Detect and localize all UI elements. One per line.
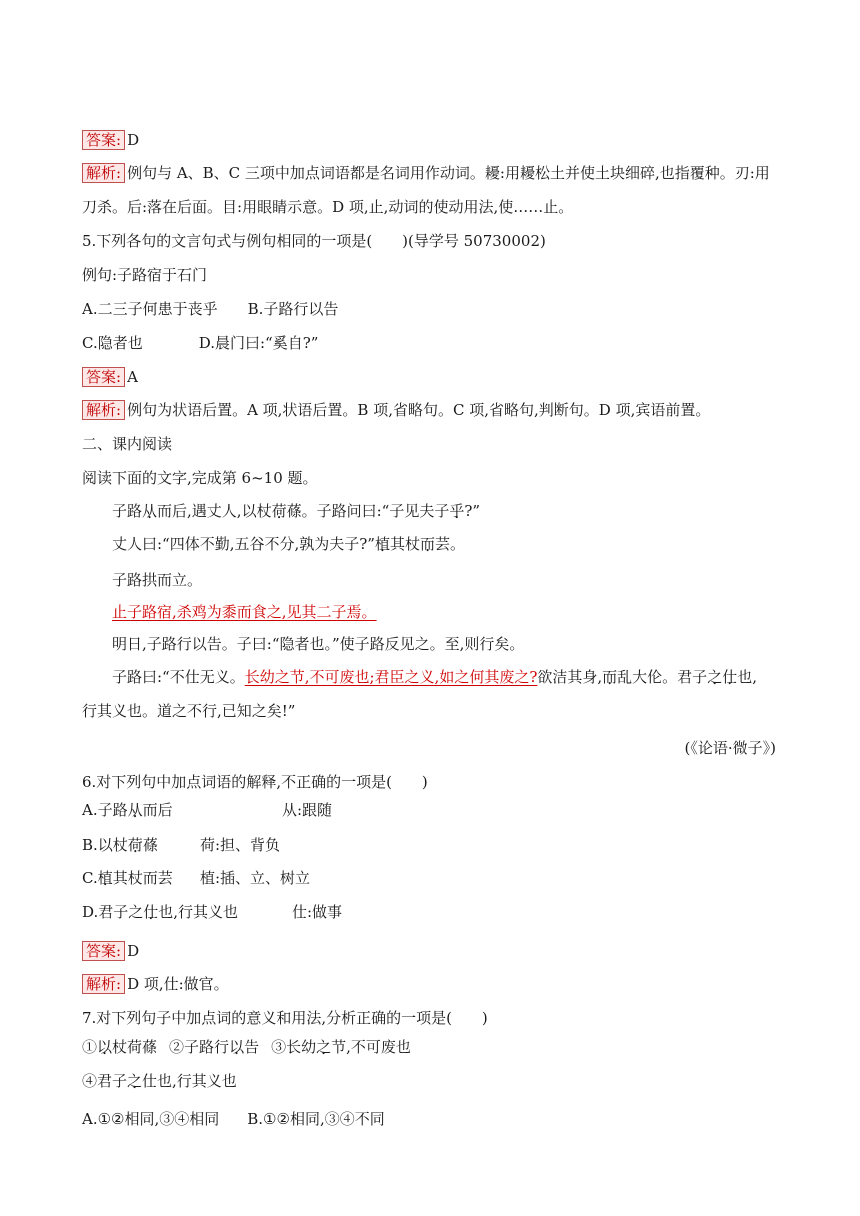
passage-paragraph-7: 行其义也。道之不行,已知之矣!” (82, 702, 296, 720)
underlined-sentence: 长幼之节,不可废也;君臣之义,如之何其废之? (244, 668, 538, 686)
q6-answer-line (82, 940, 139, 962)
passage-text: 欲洁其身, (537, 668, 603, 686)
q5-option-a: A.二三子何患于丧乎 (82, 300, 218, 318)
sentence-text: 仕也,行其义也 (142, 1072, 237, 1090)
dotted-word: 从 (127, 801, 143, 819)
passage-paragraph-1 (112, 500, 480, 522)
q4-analysis-line-1 (82, 162, 770, 184)
q6-analysis-text: D 项,仕:做官。 (127, 975, 229, 993)
passage-paragraph-2 (112, 533, 465, 555)
passage-source: (《论语·微子》) (684, 739, 776, 757)
analysis-label: 解析: (82, 400, 125, 420)
dotted-word: 植 (374, 535, 390, 553)
dotted-word: 而 (420, 535, 436, 553)
passage-paragraph-3: 子路拱而立。 (112, 571, 203, 589)
option-text: 也,行其义也 (158, 903, 239, 921)
q4-answer: D (127, 131, 140, 149)
q5-analysis-line (82, 399, 710, 421)
dotted-word: 而 (602, 668, 618, 686)
option-gloss: 植:插、立、树立 (200, 869, 311, 887)
section-title: 二、课内阅读 (82, 435, 173, 453)
option-gloss: 仕:做事 (292, 903, 343, 921)
answer-label: 答案: (82, 130, 125, 150)
dotted-word: 之 (316, 1038, 332, 1056)
passage-text: 而后,遇丈人,以杖 (157, 502, 272, 520)
option-text: B.以杖 (82, 836, 128, 854)
q5-options-row-2 (82, 332, 318, 354)
q5-stem: 5.下列各句的文言句式与例句相同的一项是( )(导学号 50730002) (82, 232, 546, 250)
q4-answer-line (82, 129, 139, 151)
dotted-word: 以 (97, 1038, 113, 1056)
q6-analysis-line (82, 973, 229, 995)
q4-analysis-text-1: 例句与 A、B、C 三项中加点词语都是名词用作动词。耰:用耰松土并使土块细碎,也指覆种。刃:用 (127, 164, 770, 182)
passage-text: 其杖 (390, 535, 421, 553)
q6-option-a (82, 799, 332, 821)
option-gloss: 荷:担、背负 (200, 836, 281, 854)
analysis-label: 解析: (82, 974, 125, 994)
q6-option-b (82, 834, 280, 856)
passage-text: 丈人曰:“四体不勤,五谷不分,孰为夫子?” (112, 535, 375, 553)
q7-sentences-row-1 (82, 1036, 411, 1058)
q5-answer-line (82, 366, 138, 388)
q7-options-row (82, 1108, 385, 1130)
analysis-label: 解析: (82, 163, 125, 183)
passage-paragraph-4 (112, 601, 377, 623)
sentence-text: 杖荷蓧 (112, 1038, 158, 1056)
option-text: A.子路 (82, 801, 128, 819)
sentence-text: ②子路行 (169, 1038, 230, 1056)
answer-label: 答案: (82, 941, 125, 961)
q4-analysis-line-2: 刀杀。后:落在后面。目:用眼睛示意。D 项,止,动词的使动用法,使……止。 (82, 198, 574, 216)
dotted-word: 荷 (271, 502, 287, 520)
q5-example: 例句:子路宿于石门 (82, 266, 208, 284)
q7-sentences-row-2 (82, 1070, 237, 1092)
dotted-word: 植 (97, 869, 113, 887)
q5-options-row-1 (82, 298, 338, 320)
passage-text: 乱大伦。君子 (617, 668, 708, 686)
passage-paragraph-6 (112, 666, 757, 688)
q7-option-b: B.①②相同,③④不同 (247, 1110, 385, 1128)
dotted-word: 以 (229, 1038, 245, 1056)
dotted-word: 从 (142, 502, 158, 520)
q6-option-d (82, 901, 342, 923)
dotted-word: 乎 (449, 502, 465, 520)
dotted-word: 仕 (722, 668, 738, 686)
dotted-word: 之 (707, 668, 723, 686)
sentence-text: 节,不可废也 (331, 1038, 411, 1056)
sentence-text: ④君子 (82, 1072, 128, 1090)
q6-stem: 6.对下列句中加点词语的解释,不正确的一项是( ) (82, 773, 428, 791)
option-text: C. (82, 869, 98, 887)
passage-text: 芸。 (435, 535, 466, 553)
passage-text: 子路 (112, 502, 143, 520)
q5-option-c: C.隐者也 (82, 334, 143, 352)
passage-paragraph-5: 明日,子路行以告。子曰:“隐者也。”使子路反见之。至,则行矣。 (112, 635, 525, 653)
answer-label: 答案: (82, 367, 125, 387)
underlined-sentence: 止子路宿,杀鸡为黍而食之,见其二子焉。 (112, 603, 377, 621)
sentence-text: ③长幼 (271, 1038, 317, 1056)
section-instruction: 阅读下面的文字,完成第 6~10 题。 (82, 469, 318, 487)
q6-option-c (82, 867, 310, 889)
q5-option-d: D.晨门曰:“奚自?” (198, 334, 319, 352)
q5-answer: A (127, 368, 138, 386)
sentence-text: ① (82, 1038, 98, 1056)
passage-text: 也, (737, 668, 757, 686)
sentence-text: 告 (244, 1038, 260, 1056)
q6-answer: D (127, 942, 140, 960)
passage-text: 蓧。子路问曰:“子见夫子 (286, 502, 450, 520)
dotted-word: 之 (127, 1072, 143, 1090)
option-text: 蓧 (142, 836, 158, 854)
option-text: 而后 (142, 801, 173, 819)
dotted-word: 荷 (127, 836, 143, 854)
option-text: 其杖而芸 (112, 869, 173, 887)
passage-text: 子路曰:“不仕无义。 (112, 668, 245, 686)
q5-option-b: B.子路行以告 (247, 300, 339, 318)
passage-text: ?” (464, 502, 481, 520)
option-text: D.君子之 (82, 903, 144, 921)
q7-option-a: A.①②相同,③④相同 (82, 1110, 220, 1128)
q7-stem: 7.对下列句子中加点词的意义和用法,分析正确的一项是( ) (82, 1009, 488, 1027)
dotted-word: 仕 (143, 903, 159, 921)
option-gloss: 从:跟随 (282, 801, 333, 819)
q5-analysis-text: 例句为状语后置。A 项,状语后置。B 项,省略句。C 项,省略句,判断句。D 项,宾语前置。 (127, 401, 711, 419)
